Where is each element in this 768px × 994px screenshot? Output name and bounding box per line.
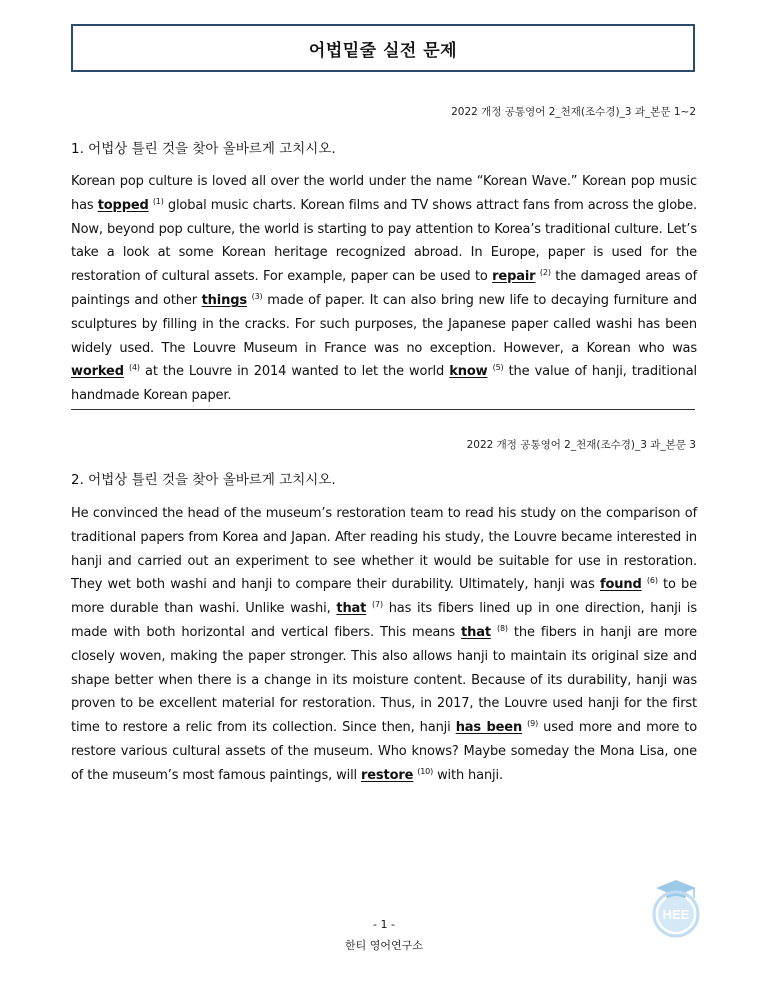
item-number: (7) (372, 600, 383, 610)
footer-organization: 한티 영어연구소 (345, 939, 423, 952)
answer-line (71, 409, 695, 410)
title-box (71, 24, 695, 72)
passage-text: He convinced the head of the museum’s restoration team to read his study on the comparison of traditional papers from Korea and Japan. After reading his study, the Louvre became interested in hanji and carried out an experiment to see whether it would be suitable for use in restoration. They wet both washi and hanji to compare their durability. Ultimately, hanji was (71, 506, 697, 593)
passage-text: the fibers in hanji are more closely woven, making the paper stronger. This also allows hanji to maintain its original size and shape better when there is a change in its moisture content. Because of its durability, hanji was proven to be excellent material for restoration. Thus, in 2017, the Louvre used hanji for the first time to restore a relic from its collection. Since then, hanji (71, 624, 697, 736)
item-number: (9) (527, 719, 539, 729)
item-number: (4) (129, 363, 140, 373)
passage-text: to be more durable than washi. Unlike washi, (71, 577, 698, 617)
passage-text: the value of hanji, traditional handmade Korean paper. (71, 364, 697, 404)
item-number: (3) (251, 291, 263, 301)
section2-source: 2022 개정 공통영어 2_천재(조수경)_3 과_본문 3 (466, 439, 696, 451)
passage-text: used more and more to restore various cultural assets of the museum. Who knows? Maybe someday the Mona Lisa, one of the museum’s most famous paintings, will (71, 720, 698, 783)
underlined-item: things (201, 292, 247, 308)
item-number: (1) (152, 196, 164, 206)
item-number: (10) (417, 766, 434, 776)
passage-text: the damaged areas of paintings and other (71, 269, 698, 308)
section2-question: 2. 어법상 틀린 것을 찾아 올바르게 고치시오. (71, 472, 336, 488)
page-title: 어법밑줄 실전 문제 (308, 40, 458, 61)
passage-text: with hanji. (433, 767, 503, 783)
underlined-item: has been (455, 720, 523, 736)
section1-source: 2022 개정 공통영어 2_천재(조수경)_3 과_본문 1~2 (451, 106, 696, 118)
passage-text: made of paper. It can also bring new life to decaying furniture and sculptures by filling in the cracks. For such purposes, the Japanese paper called washi has been widely used. The Louvre Museum in France was no exception. However, a Korean who was (71, 292, 697, 356)
item-number: (5) (492, 363, 504, 373)
section2-passage (71, 502, 697, 788)
passage-text: global music charts. Korean films and TV shows attract fans from across the globe. Now, beyond pop culture, the world is starting to pay attention to Korea’s traditional culture. Let’s take a look at some Korean heritage recognized abroad. In Europe, paper is used for the restoration of cultural assets. For example, paper can be used to (71, 197, 697, 285)
underlined-item: topped (97, 197, 149, 213)
item-number: (2) (539, 268, 551, 278)
passage-text: Korean pop culture is loved all over the world under the name “Korean Wave.” Korean pop music has (71, 174, 697, 213)
underlined-item: that (461, 624, 491, 640)
underlined-item: restore (360, 767, 414, 783)
item-number: (8) (496, 623, 508, 633)
underlined-item: know (449, 364, 488, 380)
section1-passage (71, 170, 697, 408)
underlined-item: repair (492, 269, 536, 285)
underlined-item: worked (71, 364, 124, 380)
page-number: - 1 - (373, 918, 395, 931)
item-number: (6) (646, 576, 658, 586)
underlined-item: found (599, 577, 642, 593)
underlined-item: that (336, 601, 367, 617)
passage-text: has its fibers lined up in one direction, hanji is made with both horizontal and vertical fibers. This means (71, 601, 698, 640)
section1-question: 1. 어법상 틀린 것을 찾아 올바르게 고치시오. (71, 141, 336, 157)
logo-text: HEE (662, 907, 690, 922)
hee-logo (650, 878, 702, 938)
passage-text: at the Louvre in 2014 wanted to let the world (139, 364, 450, 380)
